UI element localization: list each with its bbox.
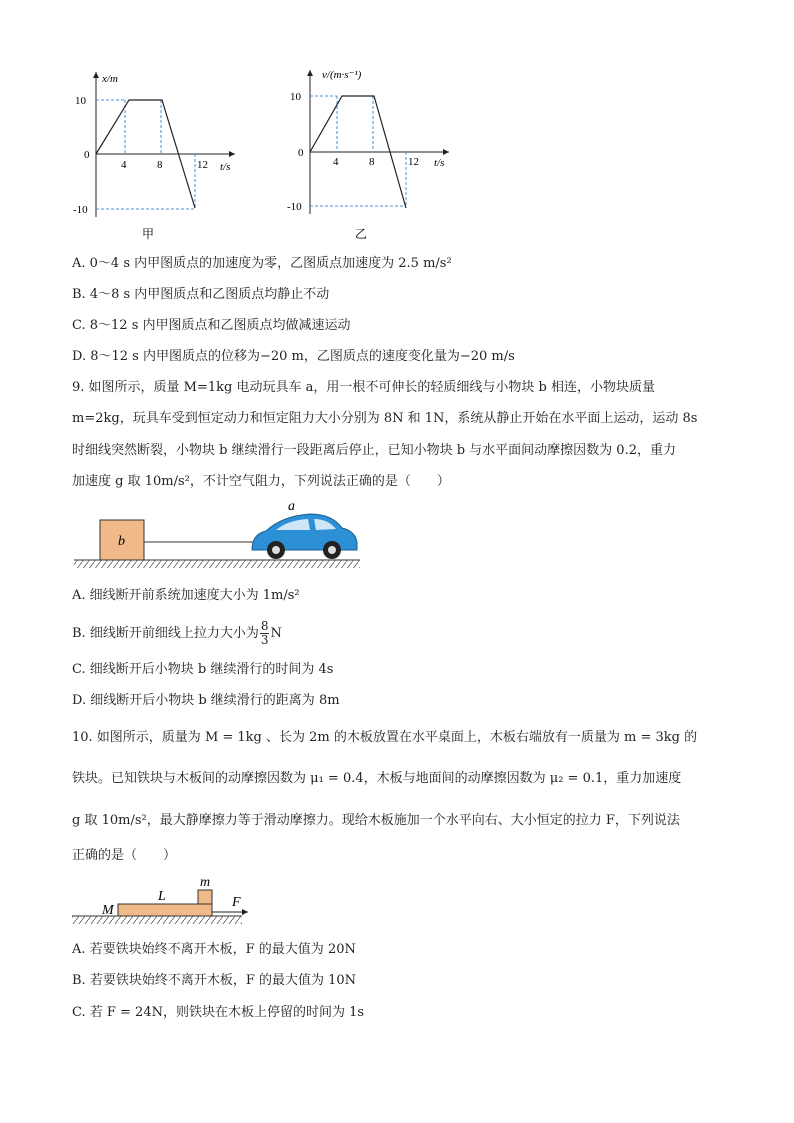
graph-jia-xtick-12: 12 [197,159,208,171]
q10-figure [70,872,270,932]
graph-jia-xtick-8: 8 [157,159,163,171]
graph-yi [284,62,464,242]
car-a-label: a [288,499,295,514]
graph-jia-ytick-neg10: -10 [73,204,88,216]
label-M: M [102,903,114,918]
toy-car-a [252,514,357,559]
board-M [118,904,212,916]
graph-yi-ytick-0: 0 [298,147,304,159]
q9-figure [70,498,370,578]
q8-option-b: B. 4～8 s 内甲图质点和乙图质点均静止不动 [72,287,330,302]
q8-option-d: D. 8～12 s 内甲图质点的位移为−20 m，乙图质点的速度变化量为−20 m/s [72,349,515,364]
graph-yi-caption: 乙 [355,227,368,241]
label-L: L [158,889,166,904]
q9-stem-line-1: 9. 如图所示，质量 M=1kg 电动玩具车 a，用一根不可伸长的轻质细线与小物块 b 相连，小物块质量 [72,380,655,395]
iron-block-m [198,890,212,904]
q9-option-b-unit: N [270,626,282,641]
q8-option-c: C. 8～12 s 内甲图质点和乙图质点均做减速运动 [72,318,351,333]
q9-stem-line-2: m=2kg，玩具车受到恒定动力和恒定阻力大小分别为 8N 和 1N，系统从静止开始在水平面上运动，运动 8s [72,411,698,426]
graph-yi-xtick-8: 8 [369,156,375,168]
graph-yi-xtick-12: 12 [408,156,419,168]
graph-jia-caption: 甲 [142,227,155,241]
graph-yi-xlabel: t/s [434,157,445,169]
graph-yi-ytick-10: 10 [290,91,301,103]
ground-hatch [74,560,360,568]
graph-jia-xlabel: t/s [220,161,231,173]
q10-stem-line-1: 10. 如图所示，质量为 M = 1kg 、长为 2m 的木板放置在水平桌面上，木板右端放有一质量为 m = 3kg 的 [72,730,698,745]
graph-jia [70,62,250,242]
q9-stem-line-3: 时细线突然断裂，小物块 b 继续滑行一段距离后停止，已知小物块 b 与水平面间动摩擦因数为 0.2，重力 [72,443,676,458]
graph-jia-ytick-10: 10 [75,95,86,107]
q10-stem-line-2: 铁块。已知铁块与木板间的动摩擦因数为 μ₁ = 0.4，木板与地面间的动摩擦因数为 μ₂ = 0.1，重力加速度 [72,771,682,786]
graph-jia-ylabel: x/m [102,73,118,85]
q8-option-a: A. 0～4 s 内甲图质点的加速度为零，乙图质点加速度为 2.5 m/s² [72,256,452,271]
q10-option-c: C. 若 F = 24N，则铁块在木板上停留的时间为 1s [72,1005,365,1020]
q9-option-b [72,620,282,647]
q10-stem-line-3: g 取 10m/s²，最大静摩擦力等于滑动摩擦力。现给木板施加一个水平向右、大小恒定的拉力 F，下列说法 [72,813,680,828]
q10-option-b: B. 若要铁块始终不离开木板，F 的最大值为 10N [72,973,357,988]
table-hatch [72,916,242,924]
graph-yi-xtick-4: 4 [333,156,339,168]
graph-yi-ylabel: v/(m·s⁻¹) [322,69,362,81]
graph-yi-ytick-neg10: -10 [287,201,302,213]
q9-option-c: C. 细线断开后小物块 b 继续滑行的时间为 4s [72,662,334,677]
label-m: m [200,875,211,890]
graph-jia-ytick-0: 0 [84,149,90,161]
graph-jia-xtick-4: 4 [121,159,127,171]
q9-stem-line-4: 加速度 g 取 10m/s²，不计空气阻力，下列说法正确的是（ ） [72,474,450,489]
fraction-8-3: $\frac{8}{3}$ [260,619,269,647]
q9-option-b-prefix: B. 细线断开前细线上拉力大小为 [72,626,259,641]
block-b-label: b [118,534,125,549]
label-F: F [232,895,241,910]
q9-option-a: A. 细线断开前系统加速度大小为 1m/s² [72,588,300,603]
q9-option-d: D. 细线断开后小物块 b 继续滑行的距离为 8m [72,693,340,708]
q10-option-a: A. 若要铁块始终不离开木板，F 的最大值为 20N [72,942,356,957]
q10-stem-line-4: 正确的是（ ） [72,848,177,863]
